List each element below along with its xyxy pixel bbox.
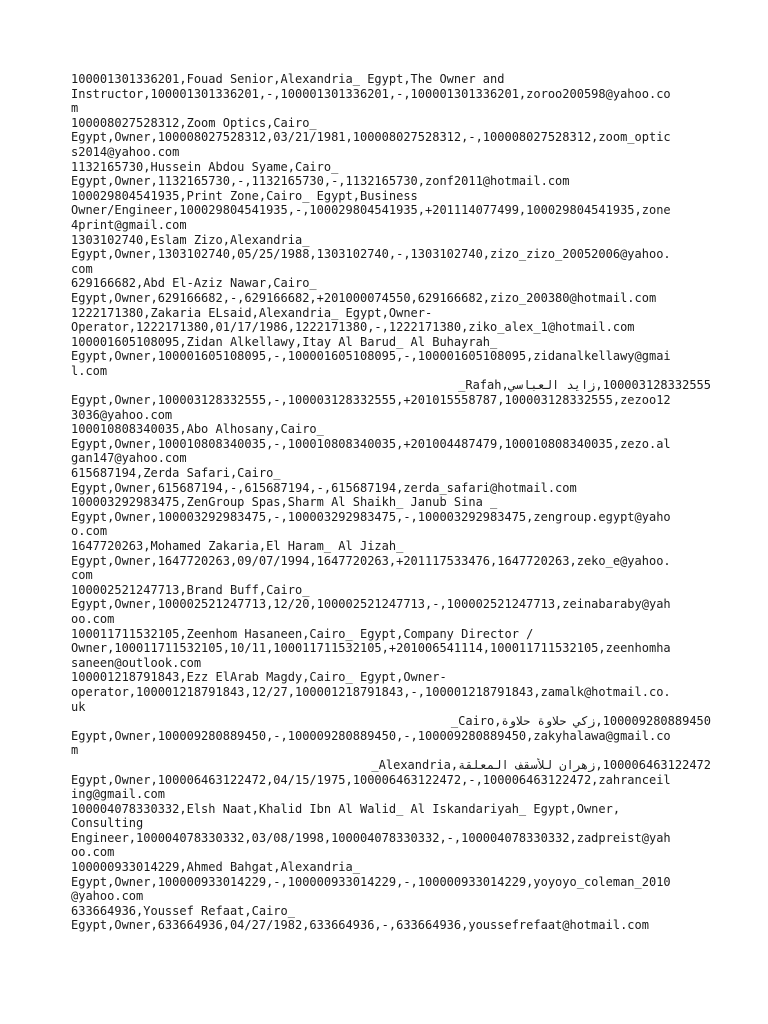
document-line: Egypt,Owner,629166682,-,629166682,+201000074550,629166682,zizo_200380@hotmail.com xyxy=(71,290,657,305)
document-line: 100001218791843,Ezz ElArab Magdy,Cairo_ Egypt,Owner- xyxy=(71,670,447,685)
document-line: s2014@yahoo.com xyxy=(71,144,180,159)
document-page xyxy=(71,72,711,933)
document-line: Owner,100011711532105,10/11,100011711532105,+201006541114,100011711532105,zeenhomha xyxy=(71,641,671,656)
document-line: 633664936,Youssef Refaat,Cairo_ xyxy=(71,903,295,918)
document-line: 100003128332555,زايد العباسي,Rafah_ xyxy=(458,378,711,393)
document-line: 100008027528312,Zoom Optics,Cairo_ xyxy=(71,115,317,130)
document-line: Egypt,Owner,100003292983475,-,100003292983475,-,100003292983475,zengroup.egypt@yaho xyxy=(71,509,671,524)
document-line: uk xyxy=(71,699,86,714)
document-line: 4print@gmail.com xyxy=(71,217,187,232)
document-line: @yahoo.com xyxy=(71,889,144,904)
document-line: Egypt,Owner,1132165730,-,1132165730,-,1132165730,zonf2011@hotmail.com xyxy=(71,174,570,189)
document-line: m xyxy=(71,743,79,758)
document-line: com xyxy=(71,568,93,583)
document-line: Egypt,Owner,100009280889450,-,100009280889450,-,100009280889450,zakyhalawa@gmail.co xyxy=(71,728,671,743)
document-line: Instructor,100001301336201,-,100001301336201,-,100001301336201,zoroo200598@yahoo.co xyxy=(71,86,671,101)
document-line: Operator,1222171380,01/17/1986,1222171380,-,1222171380,ziko_alex_1@hotmail.com xyxy=(71,320,635,335)
document-line: 100004078330332,Elsh Naat,Khalid Ibn Al Walid_ Al Iskandariyah_ Egypt,Owner, xyxy=(71,801,621,816)
document-line: Egypt,Owner,100000933014229,-,100000933014229,-,100000933014229,yoyoyo_coleman_2010 xyxy=(71,874,671,889)
document-line: 100009280889450,زكي حلاوة حلاوة,Cairo_ xyxy=(450,714,711,729)
document-line: Egypt,Owner,615687194,-,615687194,-,615687194,zerda_safari@hotmail.com xyxy=(71,480,577,495)
document-line: Egypt,Owner,100008027528312,03/21/1981,100008027528312,-,100008027528312,zoom_optic xyxy=(71,130,671,145)
document-line: 1647720263,Mohamed Zakaria,El Haram_ Al Jizah_ xyxy=(71,539,404,553)
document-line: 629166682,Abd El-Aziz Nawar,Cairo_ xyxy=(71,276,317,291)
document-line: 100001301336201,Fouad Senior,Alexandria_ Egypt,The Owner and xyxy=(71,72,505,86)
document-line: ing@gmail.com xyxy=(71,787,165,802)
document-line: 100029804541935,Print Zone,Cairo_ Egypt,Business xyxy=(71,188,418,203)
document-line: m xyxy=(71,101,79,116)
document-line: Egypt,Owner,100001605108095,-,100001605108095,-,100001605108095,zidanalkellawy@gmai xyxy=(71,349,671,364)
document-line: 1132165730,Hussein Abdou Syame,Cairo_ xyxy=(71,159,339,174)
document-line: 615687194,Zerda Safari,Cairo_ xyxy=(71,466,281,481)
document-line: Egypt,Owner,100002521247713,12/20,100002521247713,-,100002521247713,zeinabaraby@yah xyxy=(71,597,671,612)
document-line: com xyxy=(71,261,93,276)
document-line: saneen@outlook.com xyxy=(71,655,202,670)
document-line: Consulting xyxy=(71,816,144,831)
document-line: Egypt,Owner,1647720263,09/07/1994,1647720263,+201117533476,1647720263,zeko_e@yahoo. xyxy=(71,553,671,568)
document-line: Egypt,Owner,100003128332555,-,100003128332555,+201015558787,100003128332555,zezoo12 xyxy=(71,393,671,408)
document-line: 100001605108095,Zidan Alkellawy,Itay Al Barud_ Al Buhayrah_ xyxy=(71,334,498,349)
document-line: oo.com xyxy=(71,845,115,860)
document-line: gan147@yahoo.com xyxy=(71,451,187,466)
document-line: 3036@yahoo.com xyxy=(71,407,173,422)
document-line: operator,100001218791843,12/27,100001218791843,-,100001218791843,zamalk@hotmail.co. xyxy=(71,684,671,699)
document-line: 1222171380,Zakaria ELsaid,Alexandria_ Egypt,Owner- xyxy=(71,305,433,320)
document-line: oo.com xyxy=(71,611,115,626)
document-line: 100011711532105,Zeenhom Hasaneen,Cairo_ Egypt,Company Director / xyxy=(71,626,534,641)
document-line: Owner/Engineer,100029804541935,-,100029804541935,+201114077499,100029804541935,zone xyxy=(71,203,671,218)
document-line: 100006463122472,زهران للأسقف المعلقة,Alexandria_ xyxy=(371,757,711,772)
document-line: 100010808340035,Abo Alhosany,Cairo_ xyxy=(71,422,324,437)
document-line: Egypt,Owner,633664936,04/27/1982,633664936,-,633664936,youssefrefaat@hotmail.com xyxy=(71,918,649,933)
document-line: Egypt,Owner,100006463122472,04/15/1975,100006463122472,-,100006463122472,zahranceil xyxy=(71,772,671,787)
document-line: Engineer,100004078330332,03/08/1998,100004078330332,-,100004078330332,zadpreist@yah xyxy=(71,830,671,845)
document-line: 100002521247713,Brand Buff,Cairo_ xyxy=(71,582,310,597)
document-line: Egypt,Owner,100010808340035,-,100010808340035,+201004487479,100010808340035,zezo.al xyxy=(71,436,671,451)
document-line: Egypt,Owner,1303102740,05/25/1988,1303102740,-,1303102740,zizo_zizo_20052006@yahoo. xyxy=(71,247,671,262)
document-line: 1303102740,Eslam Zizo,Alexandria_ xyxy=(71,232,310,247)
document-line: 100000933014229,Ahmed Bahgat,Alexandria_ xyxy=(71,860,360,875)
document-line: 100003292983475,ZenGroup Spas,Sharm Al Shaikh_ Janub Sina _ xyxy=(71,495,498,510)
document-line: o.com xyxy=(71,524,108,539)
document-line: l.com xyxy=(71,363,108,378)
